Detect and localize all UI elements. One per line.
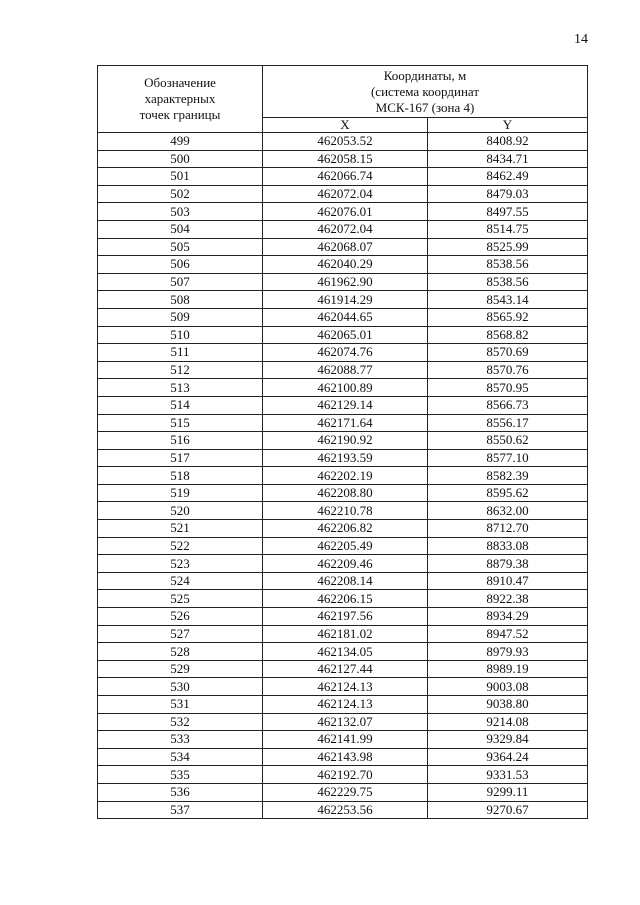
- y-coordinate-cell: 8514.75: [428, 220, 588, 238]
- point-number-cell: 506: [98, 256, 263, 274]
- page-number: 14: [574, 32, 588, 47]
- x-coordinate-cell: 462206.15: [263, 590, 428, 608]
- header-points: [98, 66, 263, 133]
- x-coordinate-cell: 462208.14: [263, 572, 428, 590]
- header-points-line: характерных: [144, 91, 216, 106]
- point-number-cell: 513: [98, 379, 263, 397]
- x-coordinate-cell: 462088.77: [263, 361, 428, 379]
- table-row: [98, 273, 588, 291]
- point-number-cell: 501: [98, 168, 263, 186]
- table-body: [98, 133, 588, 819]
- y-coordinate-cell: 8479.03: [428, 185, 588, 203]
- header-x: X: [263, 118, 428, 133]
- y-coordinate-cell: 8595.62: [428, 484, 588, 502]
- point-number-cell: 510: [98, 326, 263, 344]
- y-coordinate-cell: 8910.47: [428, 572, 588, 590]
- table-row: [98, 660, 588, 678]
- x-coordinate-cell: 462072.04: [263, 220, 428, 238]
- table-row: [98, 449, 588, 467]
- y-coordinate-cell: 8570.76: [428, 361, 588, 379]
- x-coordinate-cell: 462127.44: [263, 660, 428, 678]
- table-row: [98, 643, 588, 661]
- point-number-cell: 520: [98, 502, 263, 520]
- x-coordinate-cell: 462040.29: [263, 256, 428, 274]
- x-coordinate-cell: 462074.76: [263, 344, 428, 362]
- table-row: [98, 484, 588, 502]
- point-number-cell: 517: [98, 449, 263, 467]
- x-coordinate-cell: 462132.07: [263, 713, 428, 731]
- point-number-cell: 532: [98, 713, 263, 731]
- x-coordinate-cell: 462181.02: [263, 625, 428, 643]
- point-number-cell: 499: [98, 133, 263, 151]
- table-row: [98, 308, 588, 326]
- y-coordinate-cell: 8538.56: [428, 256, 588, 274]
- y-coordinate-cell: 8550.62: [428, 432, 588, 450]
- table-row: [98, 326, 588, 344]
- point-number-cell: 505: [98, 238, 263, 256]
- y-coordinate-cell: 9003.08: [428, 678, 588, 696]
- point-number-cell: 502: [98, 185, 263, 203]
- x-coordinate-cell: 462068.07: [263, 238, 428, 256]
- table-row: [98, 344, 588, 362]
- table-row: [98, 203, 588, 221]
- table-row: [98, 783, 588, 801]
- table-row: [98, 731, 588, 749]
- table-row: [98, 678, 588, 696]
- point-number-cell: 526: [98, 608, 263, 626]
- point-number-cell: 508: [98, 291, 263, 309]
- table-row: [98, 590, 588, 608]
- table-row: [98, 625, 588, 643]
- header-coords-line: (система координат: [370, 83, 480, 99]
- x-coordinate-cell: 462044.65: [263, 308, 428, 326]
- y-coordinate-cell: 8565.92: [428, 308, 588, 326]
- x-coordinate-cell: 462202.19: [263, 467, 428, 485]
- x-coordinate-cell: 462072.04: [263, 185, 428, 203]
- point-number-cell: 518: [98, 467, 263, 485]
- point-number-cell: 500: [98, 150, 263, 168]
- y-coordinate-cell: 8497.55: [428, 203, 588, 221]
- x-coordinate-cell: 462210.78: [263, 502, 428, 520]
- y-coordinate-cell: 8879.38: [428, 555, 588, 573]
- y-coordinate-cell: 8570.95: [428, 379, 588, 397]
- y-coordinate-cell: 8833.08: [428, 537, 588, 555]
- y-coordinate-cell: 9270.67: [428, 801, 588, 819]
- point-number-cell: 514: [98, 396, 263, 414]
- point-number-cell: 504: [98, 220, 263, 238]
- header-coords-line: Координаты, м: [383, 67, 467, 83]
- point-number-cell: 533: [98, 731, 263, 749]
- x-coordinate-cell: 462076.01: [263, 203, 428, 221]
- y-coordinate-cell: 8408.92: [428, 133, 588, 151]
- point-number-cell: 524: [98, 572, 263, 590]
- table-row: [98, 150, 588, 168]
- y-coordinate-cell: 8947.52: [428, 625, 588, 643]
- x-coordinate-cell: 462197.56: [263, 608, 428, 626]
- y-coordinate-cell: 8922.38: [428, 590, 588, 608]
- point-number-cell: 507: [98, 273, 263, 291]
- point-number-cell: 521: [98, 520, 263, 538]
- table-row: [98, 379, 588, 397]
- y-coordinate-cell: 9214.08: [428, 713, 588, 731]
- x-coordinate-cell: 461914.29: [263, 291, 428, 309]
- x-coordinate-cell: 462190.92: [263, 432, 428, 450]
- table-row: [98, 220, 588, 238]
- point-number-cell: 536: [98, 783, 263, 801]
- x-coordinate-cell: 462053.52: [263, 133, 428, 151]
- table-row: [98, 766, 588, 784]
- table-row: [98, 801, 588, 819]
- point-number-cell: 522: [98, 537, 263, 555]
- table-row: [98, 291, 588, 309]
- x-coordinate-cell: 461962.90: [263, 273, 428, 291]
- y-coordinate-cell: 9038.80: [428, 696, 588, 714]
- x-coordinate-cell: 462143.98: [263, 748, 428, 766]
- coordinates-table: [97, 65, 588, 819]
- x-coordinate-cell: 462124.13: [263, 678, 428, 696]
- header-y: Y: [428, 118, 588, 133]
- y-coordinate-cell: 8582.39: [428, 467, 588, 485]
- x-coordinate-cell: 462134.05: [263, 643, 428, 661]
- table-row: [98, 168, 588, 186]
- table-row: [98, 572, 588, 590]
- y-coordinate-cell: 8538.56: [428, 273, 588, 291]
- table-row: [98, 361, 588, 379]
- y-coordinate-cell: 9331.53: [428, 766, 588, 784]
- x-coordinate-cell: 462193.59: [263, 449, 428, 467]
- table-row: [98, 696, 588, 714]
- x-coordinate-cell: 462171.64: [263, 414, 428, 432]
- point-number-cell: 516: [98, 432, 263, 450]
- y-coordinate-cell: 8462.49: [428, 168, 588, 186]
- point-number-cell: 503: [98, 203, 263, 221]
- table-row: [98, 608, 588, 626]
- x-coordinate-cell: 462192.70: [263, 766, 428, 784]
- y-coordinate-cell: 8543.14: [428, 291, 588, 309]
- table-row: [98, 185, 588, 203]
- table-row: [98, 432, 588, 450]
- point-number-cell: 515: [98, 414, 263, 432]
- x-coordinate-cell: 462209.46: [263, 555, 428, 573]
- x-coordinate-cell: 462205.49: [263, 537, 428, 555]
- x-coordinate-cell: 462208.80: [263, 484, 428, 502]
- y-coordinate-cell: 9329.84: [428, 731, 588, 749]
- y-coordinate-cell: 8566.73: [428, 396, 588, 414]
- y-coordinate-cell: 8979.93: [428, 643, 588, 661]
- y-coordinate-cell: 8577.10: [428, 449, 588, 467]
- y-coordinate-cell: 8570.69: [428, 344, 588, 362]
- point-number-cell: 511: [98, 344, 263, 362]
- table-row: [98, 467, 588, 485]
- point-number-cell: 525: [98, 590, 263, 608]
- y-coordinate-cell: 8525.99: [428, 238, 588, 256]
- y-coordinate-cell: 8934.29: [428, 608, 588, 626]
- table-row: [98, 713, 588, 731]
- header-coords-line: МСК-167 (зона 4): [375, 99, 475, 115]
- table-row: [98, 555, 588, 573]
- y-coordinate-cell: 8712.70: [428, 520, 588, 538]
- x-coordinate-cell: 462066.74: [263, 168, 428, 186]
- header-points-line: Обозначение: [144, 75, 216, 90]
- point-number-cell: 509: [98, 308, 263, 326]
- table-row: [98, 537, 588, 555]
- x-coordinate-cell: 462206.82: [263, 520, 428, 538]
- header-points-line: точек границы: [139, 107, 221, 122]
- y-coordinate-cell: 8568.82: [428, 326, 588, 344]
- point-number-cell: 529: [98, 660, 263, 678]
- x-coordinate-cell: 462058.15: [263, 150, 428, 168]
- table-row: [98, 414, 588, 432]
- x-coordinate-cell: 462129.14: [263, 396, 428, 414]
- point-number-cell: 537: [98, 801, 263, 819]
- table-row: [98, 256, 588, 274]
- point-number-cell: 534: [98, 748, 263, 766]
- table-row: [98, 133, 588, 151]
- point-number-cell: 512: [98, 361, 263, 379]
- point-number-cell: 519: [98, 484, 263, 502]
- point-number-cell: 528: [98, 643, 263, 661]
- x-coordinate-cell: 462253.56: [263, 801, 428, 819]
- table-row: [98, 748, 588, 766]
- x-coordinate-cell: 462124.13: [263, 696, 428, 714]
- point-number-cell: 523: [98, 555, 263, 573]
- y-coordinate-cell: 8556.17: [428, 414, 588, 432]
- y-coordinate-cell: 8632.00: [428, 502, 588, 520]
- table-row: [98, 238, 588, 256]
- point-number-cell: 535: [98, 766, 263, 784]
- y-coordinate-cell: 8434.71: [428, 150, 588, 168]
- x-coordinate-cell: 462229.75: [263, 783, 428, 801]
- point-number-cell: 531: [98, 696, 263, 714]
- y-coordinate-cell: 9364.24: [428, 748, 588, 766]
- x-coordinate-cell: 462141.99: [263, 731, 428, 749]
- table-row: [98, 502, 588, 520]
- table-row: [98, 396, 588, 414]
- x-coordinate-cell: 462100.89: [263, 379, 428, 397]
- point-number-cell: 530: [98, 678, 263, 696]
- table-row: [98, 520, 588, 538]
- y-coordinate-cell: 8989.19: [428, 660, 588, 678]
- header-coordinates: [263, 66, 588, 118]
- point-number-cell: 527: [98, 625, 263, 643]
- y-coordinate-cell: 9299.11: [428, 783, 588, 801]
- x-coordinate-cell: 462065.01: [263, 326, 428, 344]
